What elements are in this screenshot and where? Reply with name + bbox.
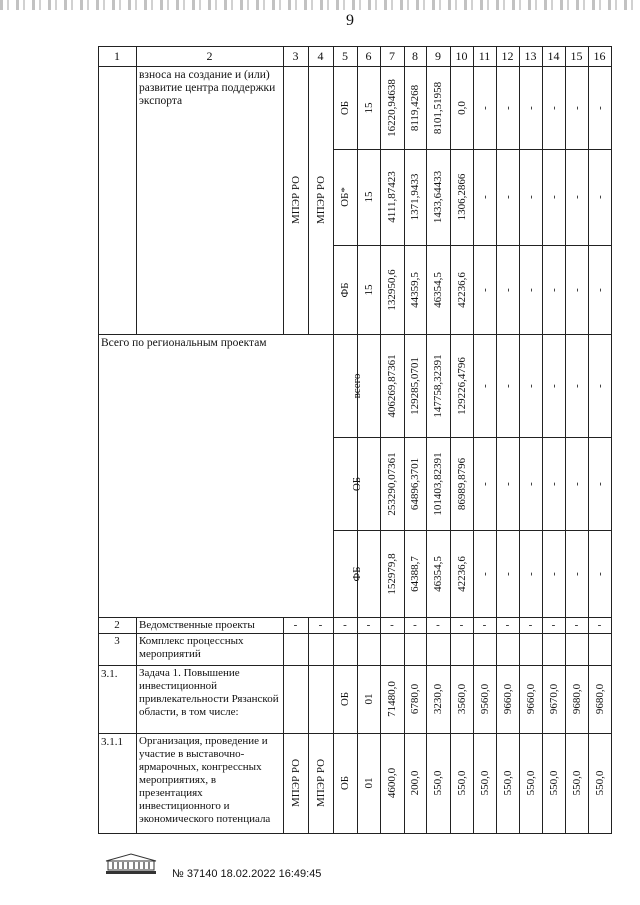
row-total-dash-0-12-cell	[496, 334, 519, 437]
row-export-dash-2-14-cell	[542, 245, 565, 334]
column-header-5: 5	[342, 48, 348, 63]
row-311-val-15: 550,0	[570, 770, 583, 796]
row-31-val-10: 3560,0	[455, 683, 468, 715]
row-export-dash-1-15-cell	[565, 149, 588, 245]
row-total-dash-0-13-cell	[519, 334, 542, 437]
row-31-val-9: 3230,0	[432, 683, 444, 715]
row-export-v8-2-cell	[404, 245, 426, 334]
row-total-label: Всего по региональным проектам	[101, 337, 267, 349]
row-export-v9-1: 1433,64433	[432, 170, 444, 224]
row-311-val-12: 550,0	[501, 770, 514, 796]
row-311-val-11: 550,0	[478, 770, 491, 796]
row-total-dash-1-14: -	[547, 481, 560, 486]
row-export-dash-0-14: -	[547, 105, 560, 110]
row-total-dash-2-11-cell	[473, 530, 496, 617]
row-total-dash-0-15-cell	[565, 334, 588, 437]
row-total-dash-2-16-cell	[588, 530, 611, 617]
row-311-org2-cell	[308, 733, 333, 833]
row-31-val-8: 6780,0	[409, 683, 421, 715]
row-total-dash-2-13: -	[524, 571, 537, 576]
row-total-v9-2: 46354,5	[432, 555, 444, 592]
row-2-dash-4: -	[318, 619, 323, 631]
column-header-7: 7	[389, 48, 395, 63]
row-export-dash-1-13-cell	[519, 149, 542, 245]
row-export-v10-2: 42236,6	[455, 271, 468, 308]
row-31-code-cell	[357, 665, 380, 733]
row-total-dash-0-14: -	[547, 383, 560, 388]
row-311-val-9: 550,0	[432, 770, 444, 796]
row-export-dash-0-11-cell	[473, 66, 496, 149]
row-export-dash-1-15: -	[570, 195, 583, 199]
row-31-val-10-cell	[450, 665, 473, 733]
row-311-val-8-cell	[404, 733, 426, 833]
row-export-code-2-cell	[357, 245, 380, 334]
row-2-dash-6: -	[366, 619, 371, 631]
row-311-val-14: 550,0	[547, 770, 560, 796]
row-export-v9-2: 46354,5	[432, 271, 444, 308]
row-export-v10-0-cell	[450, 66, 473, 149]
row-31-val-7: 71480,0	[386, 681, 398, 717]
row-export-dash-2-12: -	[501, 287, 514, 292]
row-export-dash-2-12-cell	[496, 245, 519, 334]
row-311-src: ОБ	[339, 775, 351, 791]
row-export-dash-1-11-cell	[473, 149, 496, 245]
scan-top-edge	[0, 0, 640, 10]
row-total-dash-0-14-cell	[542, 334, 565, 437]
row-export-dash-2-11: -	[478, 287, 491, 292]
row-export-dash-0-12-cell	[496, 66, 519, 149]
row-31-val-15-cell	[565, 665, 588, 733]
grid-line	[611, 334, 612, 618]
row-total-dash-1-14-cell	[542, 437, 565, 530]
row-311-src-cell	[333, 733, 357, 833]
row-export-v7-0-cell	[380, 66, 404, 149]
row-export-v8-0: 8119,4268	[409, 84, 421, 131]
row-total-src-1-cell	[333, 437, 380, 530]
row-2-dash-8: -	[413, 619, 417, 631]
row-total-src-0: всего	[350, 373, 363, 398]
row-2-dash-9: -	[436, 619, 440, 631]
row-export-src-2: ФБ	[339, 281, 351, 298]
row-export-dash-1-12: -	[501, 195, 514, 199]
row-total-v8-1: 64896,3701	[409, 457, 421, 510]
row-311-val-8: 200,0	[409, 770, 421, 796]
row-31-val-14: 9670,0	[547, 683, 560, 715]
row-total-v7-1-cell	[380, 437, 404, 530]
row-2-dash-15: -	[574, 619, 579, 631]
row-31-src-cell	[333, 665, 357, 733]
row-total-dash-2-13-cell	[519, 530, 542, 617]
row-31-val-13: 9660,0	[524, 683, 537, 715]
row-export-dash-0-15: -	[570, 105, 583, 110]
row-export-dash-1-16-cell	[588, 149, 611, 245]
row-31-val-8-cell	[404, 665, 426, 733]
row-total-dash-1-13: -	[524, 481, 537, 486]
grid-line	[611, 66, 612, 335]
logo-image	[104, 853, 158, 875]
row-311-val-12-cell	[496, 733, 519, 833]
row-total-v10-0-cell	[450, 334, 473, 437]
row-31-val-12-cell	[496, 665, 519, 733]
row-total-dash-1-11: -	[478, 481, 491, 486]
row-total-v9-2-cell	[426, 530, 450, 617]
row-total-src-2: ФБ	[350, 565, 363, 582]
column-header-14: 14	[547, 48, 560, 63]
row-export-v7-2-cell	[380, 245, 404, 334]
row-export-code-0: 15	[362, 102, 375, 113]
row-2-dash-10: -	[459, 619, 464, 631]
row-export-v9-2-cell	[426, 245, 450, 334]
row-export-src-2-cell	[333, 245, 357, 334]
grid-line	[611, 617, 612, 834]
row-311-code: 01	[362, 777, 375, 789]
row-3-num: 3	[114, 635, 120, 647]
row-export-v7-1-cell	[380, 149, 404, 245]
row-total-dash-1-15: -	[570, 481, 583, 486]
row-total-v8-0: 129285,0701	[409, 356, 421, 415]
row-export-dash-1-14-cell	[542, 149, 565, 245]
row-311-org2: МПЭР РО	[314, 758, 327, 808]
row-export-v9-0-cell	[426, 66, 450, 149]
grid-line	[98, 617, 99, 834]
column-header-4: 4	[317, 48, 324, 63]
row-export-v10-1-cell	[450, 149, 473, 245]
row-export-dash-0-16: -	[593, 105, 606, 110]
column-header-10: 10	[455, 48, 468, 63]
column-header-9: 9	[435, 48, 441, 63]
row-311-num: 3.1.1	[101, 736, 123, 748]
row-total-dash-2-11: -	[478, 571, 491, 576]
row-export-v8-2: 44359,5	[409, 271, 421, 308]
row-3-label: Комплекс процессных мероприятий	[139, 635, 244, 660]
row-export-code-0-cell	[357, 66, 380, 149]
row-total-v7-2: 152979,8	[386, 552, 398, 595]
row-31-val-16-cell	[588, 665, 611, 733]
row-31-val-12: 9660,0	[501, 683, 514, 715]
column-header-11: 11	[478, 48, 491, 63]
row-31-val-11-cell	[473, 665, 496, 733]
row-total-v8-2-cell	[404, 530, 426, 617]
row-311-val-11-cell	[473, 733, 496, 833]
row-export-v10-2-cell	[450, 245, 473, 334]
column-header-3: 3	[292, 48, 299, 63]
row-total-dash-0-13: -	[524, 383, 537, 388]
row-31-num: 3.1.	[101, 668, 118, 680]
row-311-val-10-cell	[450, 733, 473, 833]
row-total-dash-1-11-cell	[473, 437, 496, 530]
row-total-dash-1-16-cell	[588, 437, 611, 530]
row-export-code-1-cell	[357, 149, 380, 245]
grid-line	[98, 66, 99, 335]
row-31-val-13-cell	[519, 665, 542, 733]
row-2-num: 2	[114, 619, 120, 631]
column-header-12: 12	[501, 48, 514, 63]
row-total-dash-1-12: -	[501, 481, 514, 486]
row-export-dash-2-14: -	[547, 287, 560, 292]
row-total-v9-0: 147758,32391	[432, 353, 444, 418]
row-311-val-13-cell	[519, 733, 542, 833]
row-31-val-14-cell	[542, 665, 565, 733]
row-export-v8-0-cell	[404, 66, 426, 149]
row-export-org2-cell	[308, 66, 333, 334]
row-2-dash-3: -	[293, 619, 298, 631]
row-total-dash-1-15-cell	[565, 437, 588, 530]
column-header-2: 2	[206, 48, 213, 63]
column-header-6: 6	[365, 48, 372, 63]
row-export-dash-0-11: -	[478, 105, 491, 110]
row-export-v7-2: 132950,6	[386, 268, 398, 311]
row-total-v8-2: 64388,7	[409, 555, 421, 592]
grid-line	[98, 633, 612, 634]
row-export-dash-2-13: -	[524, 287, 537, 292]
row-total-dash-0-11-cell	[473, 334, 496, 437]
column-header-13: 13	[524, 48, 537, 63]
row-export-src-1-cell	[333, 149, 357, 245]
row-total-v10-1-cell	[450, 437, 473, 530]
row-31-src: ОБ	[339, 691, 351, 707]
row-311-val-7: 4600,0	[386, 767, 398, 799]
row-export-dash-1-14: -	[547, 195, 560, 199]
row-311-code-cell	[357, 733, 380, 833]
row-total-v9-0-cell	[426, 334, 450, 437]
row-total-src-0-cell	[333, 334, 380, 437]
column-header-16: 16	[593, 48, 606, 63]
row-total-v7-0: 406269,87361	[386, 353, 398, 418]
row-export-dash-1-13: -	[524, 195, 537, 199]
row-311-val-15-cell	[565, 733, 588, 833]
row-export-dash-0-15-cell	[565, 66, 588, 149]
column-header-1: 1	[114, 48, 120, 63]
row-311-val-14-cell	[542, 733, 565, 833]
row-311-val-16-cell	[588, 733, 611, 833]
row-2-dash-16: -	[597, 619, 602, 631]
row-2-dash-7: -	[390, 619, 394, 631]
row-311-label: Организация, проведение и участие в выставочно-ярмарочных, конгрессных мероприятиях, в презентациях инвестиционного и экономического потенциала	[139, 735, 271, 825]
row-total-dash-0-16-cell	[588, 334, 611, 437]
row-export-dash-0-16-cell	[588, 66, 611, 149]
page-number: 9	[346, 12, 354, 29]
row-export-code-2: 15	[362, 284, 375, 295]
row-total-v7-2-cell	[380, 530, 404, 617]
row-311-val-9-cell	[426, 733, 450, 833]
row-31-val-16: 9680,0	[593, 683, 606, 715]
row-export-v8-1-cell	[404, 149, 426, 245]
row-export-dash-0-13-cell	[519, 66, 542, 149]
row-export-dash-2-15: -	[570, 287, 583, 292]
row-31-code: 01	[362, 693, 375, 705]
row-export-src-0-cell	[333, 66, 357, 149]
row-311-org1: МПЭР РО	[289, 758, 302, 808]
row-2-dash-11: -	[482, 619, 487, 631]
row-export-org2: МПЭР РО	[314, 175, 327, 225]
row-total-dash-0-15: -	[570, 383, 583, 388]
row-311-org1-cell	[283, 733, 308, 833]
row-total-v10-1: 86989,8796	[455, 457, 468, 510]
registration-stamp: № 37140 18.02.2022 16:49:45	[172, 868, 322, 880]
grid-line	[136, 66, 137, 335]
row-total-v10-2: 42236,6	[455, 555, 468, 592]
row-export-v10-0: 0,0	[455, 100, 468, 115]
row-export-dash-1-16: -	[593, 195, 606, 199]
row-total-dash-2-14-cell	[542, 530, 565, 617]
row-total-dash-2-12: -	[501, 571, 514, 576]
row-total-v10-0: 129226,4796	[455, 356, 468, 415]
column-header-8: 8	[412, 48, 418, 63]
row-export-dash-0-14-cell	[542, 66, 565, 149]
row-2-dash-5: -	[343, 619, 347, 631]
row-total-v9-1-cell	[426, 437, 450, 530]
row-31-val-9-cell	[426, 665, 450, 733]
row-export-dash-2-13-cell	[519, 245, 542, 334]
column-header-15: 15	[570, 48, 583, 63]
row-31-val-15: 9680,0	[570, 683, 583, 715]
row-export-org1: МПЭР РО	[289, 175, 302, 225]
row-311-val-7-cell	[380, 733, 404, 833]
row-2-dash-13: -	[528, 619, 533, 631]
row-total-dash-2-15: -	[570, 571, 583, 576]
row-total-v10-2-cell	[450, 530, 473, 617]
grid-line	[136, 617, 137, 834]
row-export-v10-1: 1306,2866	[455, 173, 468, 221]
row-export-dash-2-16: -	[593, 287, 606, 292]
row-total-dash-2-15-cell	[565, 530, 588, 617]
row-total-dash-2-16: -	[593, 571, 606, 576]
row-export-desc: взноса на создание и (или) развитие центра поддержки экспорта	[139, 69, 276, 107]
row-total-v7-0-cell	[380, 334, 404, 437]
row-total-dash-2-12-cell	[496, 530, 519, 617]
row-total-dash-0-12: -	[501, 383, 514, 388]
row-2-dash-14: -	[551, 619, 556, 631]
row-export-code-1: 15	[362, 191, 375, 203]
row-export-dash-1-12-cell	[496, 149, 519, 245]
row-export-dash-2-16-cell	[588, 245, 611, 334]
row-total-dash-0-16: -	[593, 383, 606, 388]
row-31-val-7-cell	[380, 665, 404, 733]
row-311-val-10: 550,0	[455, 770, 468, 796]
row-total-src-1: ОБ	[350, 476, 363, 491]
row-total-v9-1: 101403,82391	[432, 451, 444, 516]
row-export-v9-0: 8101,51958	[432, 81, 444, 134]
row-total-dash-1-13-cell	[519, 437, 542, 530]
row-total-v8-0-cell	[404, 334, 426, 437]
row-total-dash-0-11: -	[478, 383, 491, 388]
row-31-label: Задача 1. Повышение инвестиционной привлекательности Рязанской области, в том числе:	[139, 667, 279, 718]
row-total-dash-1-12-cell	[496, 437, 519, 530]
row-export-v9-1-cell	[426, 149, 450, 245]
row-export-dash-2-11-cell	[473, 245, 496, 334]
grid-line	[611, 46, 612, 67]
row-export-src-1: ОБ*	[339, 187, 351, 207]
row-export-org1-cell	[283, 66, 308, 334]
row-export-v8-1: 1371,9433	[409, 173, 421, 221]
row-total-v8-1-cell	[404, 437, 426, 530]
row-export-dash-1-11: -	[478, 195, 491, 199]
row-total-v7-1: 253290,07361	[386, 451, 398, 516]
row-export-dash-0-12: -	[501, 105, 514, 110]
grid-line	[98, 833, 612, 834]
row-311-val-13: 550,0	[524, 770, 537, 796]
row-total-dash-2-14: -	[547, 571, 560, 576]
row-31-val-11: 9560,0	[478, 683, 491, 715]
row-2-dash-12: -	[505, 619, 510, 631]
row-total-dash-1-16: -	[593, 481, 606, 486]
row-311-val-16: 550,0	[593, 770, 606, 796]
row-2-label: Ведомственные проекты	[139, 619, 255, 631]
row-total-src-2-cell	[333, 530, 380, 617]
row-export-src-0: ОБ	[339, 100, 351, 115]
row-export-dash-2-15-cell	[565, 245, 588, 334]
grid-line	[98, 334, 99, 618]
row-export-dash-0-13: -	[524, 105, 537, 110]
row-export-v7-1: 4111,87423	[386, 171, 398, 223]
row-export-v7-0: 16220,94638	[386, 78, 398, 137]
